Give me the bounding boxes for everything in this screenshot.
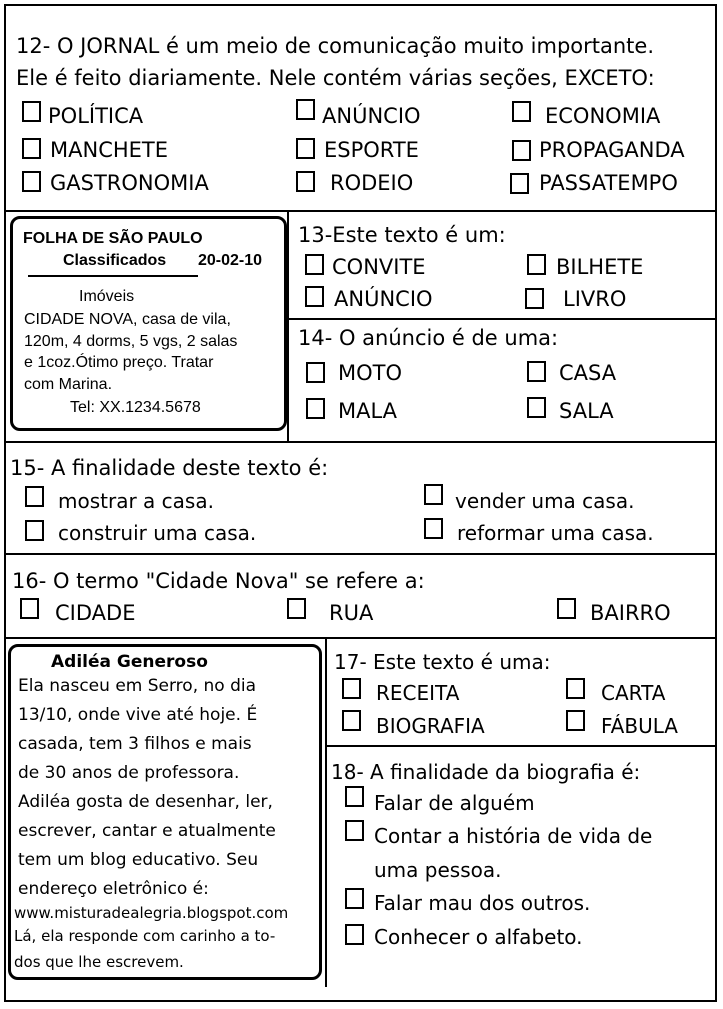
q14-checkbox-mala[interactable]: [306, 398, 325, 419]
q15-checkbox-reformar[interactable]: [424, 518, 443, 539]
q12-question-line1: 12- O JORNAL é um meio de comunicação muito importante.: [16, 34, 654, 58]
q18-checkbox-falar-mau[interactable]: [345, 888, 364, 909]
q12-checkbox-manchete[interactable]: [22, 138, 41, 159]
q13-checkbox-livro[interactable]: [525, 288, 544, 309]
q12-checkbox-propaganda[interactable]: [512, 140, 531, 161]
q12-option-manchete: MANCHETE: [50, 138, 169, 162]
q18-option-falar-mau: Falar mau dos outros.: [374, 891, 591, 915]
bio-line-2: 13/10, onde vive até hoje. É: [18, 705, 258, 725]
q14-checkbox-casa[interactable]: [527, 361, 546, 382]
q13-question: 13-Este texto é um:: [298, 223, 506, 247]
q18-option-falar-alguem: Falar de alguém: [374, 791, 535, 815]
classified-newspaper: FOLHA DE SÃO PAULO: [23, 230, 203, 247]
q14-option-moto: MOTO: [338, 361, 403, 385]
q15-option-reformar: reformar uma casa.: [457, 521, 654, 545]
q17-checkbox-receita[interactable]: [342, 678, 361, 699]
q14-checkbox-sala[interactable]: [527, 397, 546, 418]
q13-checkbox-bilhete[interactable]: [527, 254, 546, 275]
q15-checkbox-vender[interactable]: [424, 484, 443, 505]
q14-option-mala: MALA: [338, 399, 398, 423]
q13-option-livro: LIVRO: [563, 287, 627, 311]
q13-checkbox-convite[interactable]: [305, 254, 324, 275]
q13-checkbox-anuncio[interactable]: [305, 286, 324, 307]
q18-option-contar-historia-cont: uma pessoa.: [374, 858, 502, 882]
classified-line-4: com Marina.: [24, 376, 113, 393]
q12-option-economia: ECONOMIA: [545, 104, 661, 128]
bio-line-7: tem um blog educativo. Seu: [18, 850, 259, 870]
bio-line-4: de 30 anos de professora.: [18, 763, 240, 783]
q14-checkbox-moto[interactable]: [306, 362, 325, 383]
q12-option-passatempo: PASSATEMPO: [539, 171, 678, 195]
q17-question: 17- Este texto é uma:: [334, 650, 551, 674]
classified-underline: [28, 275, 198, 277]
classified-line-1: CIDADE NOVA, casa de vila,: [24, 311, 231, 328]
divider-12: [4, 210, 717, 212]
q12-checkbox-economia[interactable]: [512, 101, 531, 122]
q16-option-rua: RUA: [329, 601, 374, 625]
q13-option-bilhete: BILHETE: [556, 255, 644, 279]
bio-name: Adiléa Generoso: [51, 652, 208, 672]
q12-checkbox-politica[interactable]: [22, 101, 41, 122]
q12-option-gastronomia: GASTRONOMIA: [50, 171, 209, 195]
q17-option-carta: CARTA: [601, 681, 666, 705]
q18-question: 18- A finalidade da biografia é:: [331, 760, 641, 784]
classified-phone: Tel: XX.1234.5678: [70, 399, 201, 416]
classified-date: 20-02-10: [198, 252, 263, 269]
classified-section: Classificados: [63, 252, 167, 269]
q13-option-anuncio: ANÚNCIO: [334, 287, 433, 311]
bio-line-3: casada, tem 3 filhos e mais: [18, 734, 252, 754]
q15-option-vender: vender uma casa.: [455, 489, 635, 513]
divider-15: [4, 441, 717, 443]
q16-checkbox-cidade[interactable]: [20, 598, 39, 619]
q15-checkbox-mostrar[interactable]: [25, 486, 44, 507]
q17-option-biografia: BIOGRAFIA: [376, 714, 485, 738]
q12-checkbox-gastronomia[interactable]: [22, 171, 41, 192]
q17-option-receita: RECEITA: [376, 681, 460, 705]
q12-question-line2: Ele é feito diariamente. Nele contém várias seções, EXCETO:: [16, 66, 655, 90]
q18-option-alfabeto: Conhecer o alfabeto.: [374, 925, 583, 949]
bio-line-1: Ela nasceu em Serro, no dia: [18, 676, 257, 696]
q12-checkbox-rodeio[interactable]: [296, 171, 315, 192]
q12-checkbox-esporte[interactable]: [296, 138, 315, 159]
bio-line-5: Adiléa gosta de desenhar, ler,: [18, 792, 273, 812]
q12-option-politica: POLÍTICA: [48, 104, 144, 128]
q17-option-fabula: FÁBULA: [601, 714, 678, 738]
bio-closing-2: dos que lhe escrevem.: [14, 953, 184, 971]
q12-option-esporte: ESPORTE: [324, 138, 419, 162]
q12-option-anuncio: ANÚNCIO: [322, 104, 421, 128]
divider-14: [288, 318, 717, 320]
q16-checkbox-rua[interactable]: [287, 598, 306, 619]
divider-17: [4, 637, 717, 639]
classified-line-3: e 1coz.Ótimo preço. Tratar: [24, 354, 214, 371]
q12-checkbox-passatempo[interactable]: [510, 173, 529, 194]
bio-closing-1: Lá, ela responde com carinho a to-: [14, 927, 276, 945]
q12-option-propaganda: PROPAGANDA: [539, 138, 685, 162]
q17-checkbox-fabula[interactable]: [566, 710, 585, 731]
q16-question: 16- O termo "Cidade Nova" se refere a:: [12, 569, 425, 593]
q18-checkbox-contar-historia[interactable]: [345, 820, 364, 841]
q14-question: 14- O anúncio é de uma:: [298, 326, 559, 350]
classified-category: Imóveis: [79, 288, 135, 305]
divider-vertical-top: [287, 210, 289, 441]
q12-checkbox-anuncio[interactable]: [296, 99, 315, 120]
divider-vertical-bottom: [325, 637, 327, 987]
q13-option-convite: CONVITE: [332, 255, 426, 279]
divider-18: [326, 745, 717, 747]
bio-line-6: escrever, cantar e atualmente: [18, 821, 276, 841]
bio-url: www.misturadealegria.blogspot.com: [14, 904, 289, 922]
q15-checkbox-construir[interactable]: [25, 520, 44, 541]
q15-option-mostrar: mostrar a casa.: [58, 489, 214, 513]
bio-line-8: endereço eletrônico é:: [18, 879, 209, 899]
q17-checkbox-biografia[interactable]: [342, 710, 361, 731]
q17-checkbox-carta[interactable]: [566, 678, 585, 699]
q16-checkbox-bairro[interactable]: [557, 598, 576, 619]
classified-line-2: 120m, 4 dorms, 5 vgs, 2 salas: [24, 333, 238, 350]
q14-option-sala: SALA: [559, 399, 614, 423]
q18-option-contar-historia: Contar a história de vida de: [374, 824, 653, 848]
q12-option-rodeio: RODEIO: [330, 171, 414, 195]
q15-option-construir: construir uma casa.: [58, 521, 257, 545]
q14-option-casa: CASA: [559, 361, 617, 385]
q18-checkbox-falar-alguem[interactable]: [345, 786, 364, 807]
q16-option-cidade: CIDADE: [55, 601, 136, 625]
q15-question: 15- A finalidade deste texto é:: [10, 456, 329, 480]
q18-checkbox-alfabeto[interactable]: [345, 924, 364, 945]
divider-16: [4, 553, 717, 555]
q16-option-bairro: BAIRRO: [590, 601, 671, 625]
